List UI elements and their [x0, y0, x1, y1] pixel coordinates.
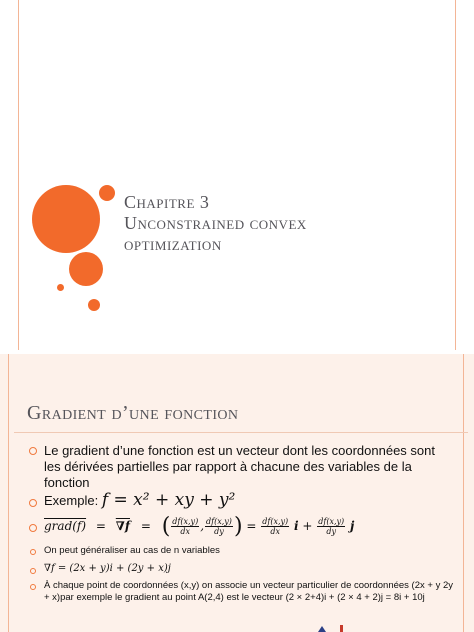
- decor-circle-small-bottom: [88, 299, 100, 311]
- frac-dfdy: $\frac{df(x,y)}{dy}$: [206, 517, 232, 536]
- triangle-mark-icon: [318, 626, 326, 632]
- gradient-formula: grad(f) = ∇f = ( $\frac{df(x,y)}{dx}$ , $\frac{df(x,y)}{dy}$ ) = $\frac{df(x,y)}{dx}$ i + $\frac{df(x,y)}{dy}$ j: [44, 514, 355, 539]
- example-formula: f = x² + xy + y²: [101, 490, 236, 510]
- grad-eq: =: [95, 519, 106, 533]
- decor-circle-large: [32, 185, 100, 253]
- example-label: Exemple:: [44, 493, 99, 508]
- gradient-example-result: ∇f = (2x + y)i + (2y + x)j: [44, 563, 171, 574]
- decor-circle-small-top: [99, 185, 115, 201]
- bullet-icon: [30, 568, 36, 574]
- decor-line-right: [463, 354, 464, 632]
- grad-lhs: grad(f): [44, 519, 87, 533]
- title-rule: [14, 432, 468, 433]
- red-mark-icon: [340, 625, 343, 632]
- generalize-line: On peut généraliser au cas de n variables: [44, 545, 220, 556]
- decor-circle-medium: [69, 252, 103, 286]
- decor-circle-tiny: [57, 284, 64, 291]
- decor-line-left: [18, 0, 19, 350]
- bullet-icon: [30, 549, 36, 555]
- bullet-icon: [30, 584, 36, 590]
- gradient-point-explanation: À chaque point de coordonnées (x,y) on associe un vecteur particulier de coordonnées (2x + y 2y + x)par exemple le gradient au point A(2,4) est le vecteur (2 × 2+4)i + (2 × 4 + 2)j = 8i + 10j: [44, 580, 454, 603]
- chapter-title: [124, 192, 307, 255]
- paragraph-definition: Le gradient d’une fonction est un vecteur dont les coordonnées sont les dérivées partielles par rapport à chacune des variables de la fonction: [44, 443, 435, 490]
- chapter-title-line2: Unconstrained convex: [124, 213, 307, 233]
- decor-line-right: [455, 0, 456, 350]
- grad-nabla: ∇f: [115, 519, 130, 533]
- decor-line-left: [8, 354, 9, 632]
- bullet-icon: [29, 524, 37, 532]
- chapter-title-line3: optimization: [124, 234, 222, 254]
- j-vector: j: [350, 519, 355, 533]
- frac-dfdx: $\frac{df(x,y)}{dx}$: [172, 517, 199, 536]
- i-vector: i: [293, 519, 299, 533]
- section-title: Gradient d’une fonction: [27, 402, 239, 424]
- chapter-title-line1: Chapitre 3: [124, 192, 210, 212]
- bullet-icon: [29, 447, 37, 455]
- grad-eq2: =: [140, 519, 151, 533]
- example-line: [44, 492, 235, 509]
- bullet-icon: [29, 499, 37, 507]
